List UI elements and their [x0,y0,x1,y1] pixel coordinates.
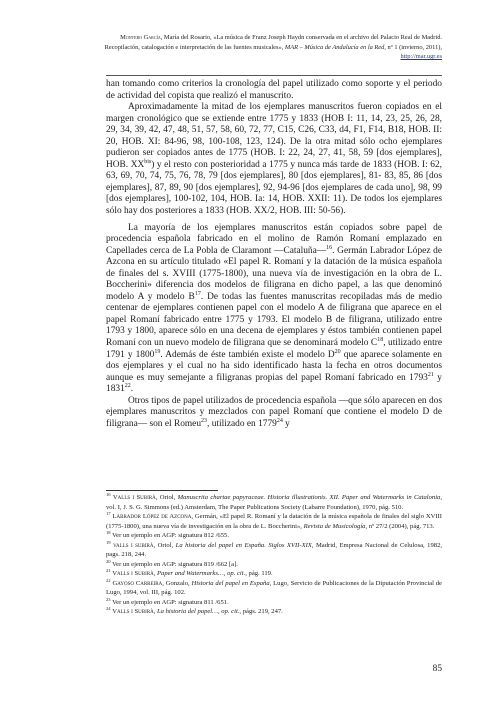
footnote [106,569,442,579]
paragraph-2-text-b: ) y el resto con posterioridad a 1775 y nunca más tarde de 1833 (HOB. I: 62, 63, 69, 70, 74, 75, 76, 78, 79 [dos ejemplares], 80 [dos ejemplares], 81- 83, 85, 86 [dos ejemplares], 87, 89, 90 [dos ejemplares], 92, 94-96 [dos ejemplares de cada uno], 98, 99 [dos ejemplares], 100-102, 104, HOB. Ia: 14, HOB. XXII: 11). De todos los ejemplares sólo hay dos posteriores a 1833 (HOB. XX/2, HOB. III: 50-56). [106,159,442,217]
paragraph-3-text-b: . Germán Labrador López de Azcona en su artículo titulado «El papel R. Romaní y la datación de la música española de finales del s. XVIII (1775-1800), una nueva vía de investigación en la obra de L. Boccherini» diferencia dos modelos de filigrana en dicho papel, a las que denominó modelo A y modelo B [106,245,442,302]
footnote-text: , [153,570,157,577]
footnote-text-end: , págs. 219, 247. [239,608,283,615]
superscript-bis: bis [144,158,152,165]
paragraph-3-text-f: que aparece solamente en dos ejemplares y el cual no ha sido identificado hasta la fecha en otros documentos aunque es muy semejante a filigranas propias del papel Romaní fabricado en 1793 [106,349,442,383]
footnote-number: 21 [106,567,111,573]
footnote-author: valls i subirà [113,541,154,549]
footnote-title: La historia del papel en España. Siglos XVII-XIX [175,541,312,549]
header-journal: MAR – Música de Andalucía en la Red [284,43,385,51]
footnote-text-end: , Lugo, Servicio de Publicaciones de la Diputación Provincial de Lugo, 1994, vol. III, pág. 102. [106,579,442,596]
page-number: 85 [432,664,442,674]
paragraph-3-text-d: , utilizado entre 1791 y 1800 [106,338,442,360]
paragraph-3-text-h: . [130,384,134,395]
footnote-author: Labrador López de Azcona [112,513,192,520]
footnote-number: 24 [106,605,111,611]
footnote-title: La historia del papel…, op. cit. [157,608,240,615]
footnote-title: Paper and Watermarks…, op. cit. [157,570,246,577]
footnote-text: , [153,608,157,615]
footnote-text: Ver un ejemplo en AGP: signatura 811 /651. [112,598,229,606]
footnote-text: , Oriol, [153,541,176,549]
footnote-text: , Oriol, [155,494,178,501]
footnote-text: Ver un ejemplo en AGP: signatura 812 /655. [112,532,229,539]
footnote [106,541,442,560]
footnote-text: Ver un ejemplo en AGP: signatura 819 /662 [a]. [112,560,238,568]
paragraph-1 [106,79,442,102]
footnote-ref-21[interactable]: 21 [427,371,434,378]
footnote [106,607,442,617]
footnote-title: Historia del papel en España [191,579,270,587]
footnote [106,560,442,570]
footnote-ref-22[interactable]: 22 [124,383,131,390]
footnote-title: Revista de Musicología [303,522,366,530]
footnote-ref-23[interactable]: 23 [201,417,208,424]
footnote-title: Manuscrita chartae papyraceae. Historia illustrationis. XII. Paper and Watermarks in Catalonia [177,494,441,501]
footnote-number: 16 [106,491,111,497]
paragraph-1-text: han tomando como criterios la cronología del papel utilizado como soporte y el periodo de actividad del copista que realizó el manuscrito. [106,79,442,101]
paragraph-3-text-e: . Además de éste también existe el modelo D [160,349,335,360]
paragraph-2 [106,102,442,217]
footnote-separator [106,490,218,491]
header-rule [106,75,442,76]
footnote-text-end: , nº 27/2 (2004), pág. 713. [365,522,435,530]
paragraph-4-text-c: y [282,418,290,429]
footnote-ref-20[interactable]: 20 [334,348,341,355]
footnote-ref-24[interactable]: 24 [276,417,283,424]
footnote-number: 18 [106,529,111,535]
header-citation-a: , María del Rosario, «La música de Franz Joseph Haydn conservada en el archivo del Palacio Real de Madrid. Recopilación, catalogación e interpretación de las fuentes musicales», [104,34,442,51]
footnote-author: Valls i Subirà [112,570,154,577]
paragraph-4-text-a: Otros tipos de papel utilizados de procedencia española —que sólo aparecen en dos ejemplares manuscritos y mezclados con papel Romaní que contiene el modelo D de filigrana— son el Romeu [106,395,442,429]
footnote-author: Valls i Subirà [112,608,154,615]
footnote [106,579,442,598]
paragraph-3-text-c: . De todas las fuentes manuscritas recopiladas más de medio centenar de ejemplares contienen papel con el modelo A de filigrana que aparece en el papel Romaní fabricado entre 1775 y 1793. El modelo B de filigrana, utilizado entre 1793 y 1800, aparece sólo en una decena de ejemplares y éstos también contienen papel Romaní con un nuevo modelo de filigrana que se denominará modelo C [106,291,442,349]
footnote [106,598,442,608]
paragraph-3 [106,223,442,396]
footnote [106,512,442,531]
footnote-author: Gayoso Carreira [112,579,163,587]
paragraph-2-text-a: Aproximadamente la mitad de los ejemplares manuscritos fueron copiados en el margen cronológico que se extiende entre 1775 y 1833 (HOB I: 11, 14, 23, 25, 26, 28, 29, 34, 39, 42, 47, 48, 51, 57, 58, 60, 72, 77, C15, C26, C33, d4, F1, F14, B18, HOB. II: 20, HOB. XI: 84-96, 98, 100-108, 123, 124). De la otra mitad sólo ocho ejemplares pudieron ser copiados antes de 1775 (HOB. I: 22, 24, 27, 41, 58, 59 [dos ejemplares], HOB. XX [106,102,442,170]
footnote-ref-17[interactable]: 17 [194,290,201,297]
footnote-ref-16[interactable]: 16 [326,244,333,251]
footnote-ref-18[interactable]: 18 [377,336,384,343]
footnote-text: , Gonzalo, [162,579,192,587]
footnote-number: 19 [106,539,111,545]
footnote-text-end: , Madrid, Empresa Nacional de Celulosa, 1982, pags. 218, 244. [106,541,443,558]
header-url-link[interactable]: http://mar.ugr.es [400,53,442,61]
footnote-number: 23 [106,596,111,602]
paragraph-3-text-a: La mayoría de los ejemplares manuscritos están copiados sobre papel de procedencia española fabricado en el molino de Ramón Romaní emplazado en Capellades cerca de La Pobla de Claramont —Cataluña— [106,222,442,256]
footnote-ref-19[interactable]: 19 [154,348,161,355]
footnote-text-end: , vol. I, J. S. G. Simmons (ed.) Amsterdam, The Paper Publications Society (Labarre Foundation), 1970, pág. 510. [106,494,443,511]
footnote-text-end: , pág. 119. [245,570,273,577]
footnote-number: 22 [106,577,111,583]
paragraph-4 [106,396,442,431]
footnote [106,531,442,541]
footnote [106,493,442,512]
footnote-number: 17 [106,510,111,516]
footnotes [106,493,442,617]
paragraph-4-text-b: , utilizado en 1779 [207,418,277,429]
footnote-text: , Germán, «El papel R. Romaní y la datación de la música española de finales del siglo XVIII (1775-1800), una nueva vía de investigación en la obra de L. Boccherini», [106,513,442,530]
footnote-author: Valls i Subirà [112,494,156,501]
main-text [106,79,442,430]
paragraph-3-text-g: y 1831 [106,372,442,395]
header-citation-b: , nº 1 (invierno, 2011), [384,43,442,51]
running-header [104,33,442,62]
header-author: Montero García [120,34,161,41]
footnote-number: 20 [106,558,111,564]
